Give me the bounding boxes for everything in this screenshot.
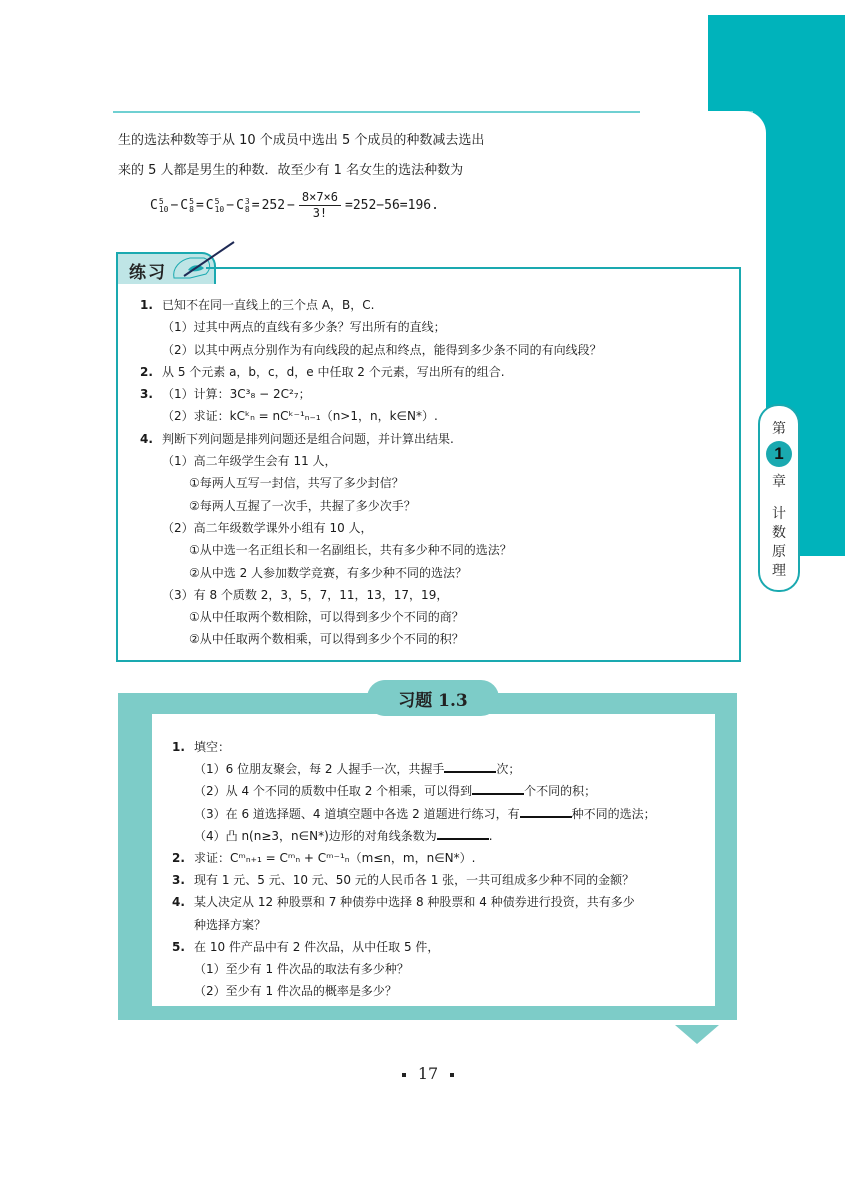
exercise-item-1-1: （1）过其中两点的直线有多少条？写出所有的直线； bbox=[162, 320, 446, 335]
homework-q1: 1. 填空： bbox=[172, 740, 231, 754]
answer-blank[interactable] bbox=[444, 759, 496, 773]
bullet-icon bbox=[402, 1073, 406, 1077]
answer-blank[interactable] bbox=[437, 826, 489, 840]
pen-hand-icon bbox=[170, 238, 240, 283]
exercise-item-2: 2. 从 5 个元素 a，b，c，d，e 中任取 2 个元素，写出所有的组合. bbox=[140, 364, 505, 379]
exercise-item-4-1-b: ②每两人互握了一次手，共握了多少次手？ bbox=[189, 498, 416, 513]
homework-q4: 4. 某人决定从 12 种股票和 7 种债券中选择 8 种股票和 4 种债券进行投资，共有多少 bbox=[172, 895, 635, 910]
exercise-item-1: 1. 已知不在同一直线上的三个点 A，B，C. bbox=[140, 298, 375, 312]
continue-arrow-icon bbox=[675, 1025, 719, 1044]
chapter-zhang: 章 bbox=[772, 474, 786, 490]
exercise-item-4-3: （3）有 8 个质数 2，3，5，7，11，13，17，19， bbox=[162, 587, 449, 602]
comb-term: C 5 8 bbox=[180, 196, 194, 214]
intro-paragraph bbox=[118, 126, 718, 186]
comb-term: C 3 8 bbox=[236, 196, 250, 214]
exercise-item-4-3-a: ①从中任取两个数相除，可以得到多少个不同的商？ bbox=[189, 610, 464, 625]
exercise-item-1-2: （2）以其中两点分别作为有向线段的起点和终点，能得到多少条不同的有向线段？ bbox=[162, 342, 602, 357]
fraction: $\frac{8\times 7\times 6}{3!}$ bbox=[299, 190, 341, 221]
chapter-title: 计 数 原 理 bbox=[772, 506, 786, 579]
exercise-item-4: 4. 判断下列问题是排列问题还是组合问题，并计算出结果. bbox=[140, 431, 454, 446]
homework-q1-3: （3）在 6 道选择题、4 道填空题中各选 2 道题进行练习，有 种不同的选法； bbox=[172, 803, 732, 825]
homework-q1-4: （4）凸 n(n≥3，n∈N*)边形的对角线条数为 . bbox=[172, 825, 732, 847]
page-number: 17 bbox=[0, 1064, 856, 1083]
homework-q5-1: （1）至少有 1 件次品的取法有多少种？ bbox=[194, 962, 409, 977]
homework-list bbox=[172, 736, 732, 1002]
exercise-list bbox=[140, 294, 730, 651]
homework-q5: 5. 在 10 件产品中有 2 件次品，从中任取 5 件， bbox=[172, 939, 440, 954]
answer-blank[interactable] bbox=[520, 804, 572, 818]
exercise-item-4-2-a: ①从中选一名正组长和一名副组长，共有多少种不同的选法？ bbox=[189, 543, 512, 558]
bullet-icon bbox=[450, 1073, 454, 1077]
homework-q3: 3. 现有 1 元、5 元、10 元、50 元的人民币各 1 张，一共可组成多少种不同的金额？ bbox=[172, 873, 635, 888]
combination-formula: C 5 10 − C 5 8 = C 5 10 − C 3 8 = 252 − $\frac{8\times 7\times 6}{3!}$ =252−56=196. bbox=[150, 190, 439, 220]
exercise-item-3: 3. （1）计算：3C³₈ − 2C²₇； bbox=[140, 387, 311, 402]
chapter-di: 第 bbox=[772, 421, 786, 437]
exercise-item-3-2: （2）求证：kCᵏₙ = nCᵏ⁻¹ₙ₋₁（n>1，n，k∈N*）. bbox=[162, 409, 438, 424]
homework-q2: 2. 求证：Cᵐₙ₊₁ = Cᵐₙ + Cᵐ⁻¹ₙ（m≤n，m，n∈N*）. bbox=[172, 851, 476, 866]
comb-term: C 5 10 bbox=[205, 196, 225, 214]
exercise-label: 练习 bbox=[129, 263, 167, 283]
comb-term: C 5 10 bbox=[150, 196, 169, 214]
chapter-side-tab[interactable] bbox=[758, 404, 800, 592]
exercise-item-4-1-a: ①每两人互写一封信，共写了多少封信？ bbox=[189, 476, 404, 491]
homework-title: 习题 1.3 bbox=[367, 680, 499, 716]
exercise-item-4-3-b: ②从中任取两个数相乘，可以得到多少个不同的积？ bbox=[189, 632, 464, 647]
answer-blank[interactable] bbox=[472, 781, 524, 795]
exercise-item-4-2: （2）高二年级数学课外小组有 10 人， bbox=[162, 520, 373, 535]
exercise-item-4-2-b: ②从中选 2 人参加数学竞赛，有多少种不同的选法？ bbox=[189, 565, 468, 580]
chapter-number-badge: 1 bbox=[766, 441, 792, 467]
homework-q4-cont: 种选择方案？ bbox=[194, 917, 267, 932]
homework-q1-1: （1）6 位朋友聚会，每 2 人握手一次，共握手 次； bbox=[172, 758, 732, 780]
intro-line-1: 生的选法种数等于从 10 个成员中选出 5 个成员的种数减去选出 bbox=[118, 133, 485, 148]
homework-q1-2: （2）从 4 个不同的质数中任取 2 个相乘，可以得到 个不同的积； bbox=[172, 780, 732, 802]
intro-line-2: 来的 5 人都是男生的种数．故至少有 1 名女生的选法种数为 bbox=[118, 163, 464, 178]
exercise-item-4-1: （1）高二年级学生会有 11 人， bbox=[162, 454, 337, 469]
homework-q5-2: （2）至少有 1 件次品的概率是多少？ bbox=[194, 984, 397, 999]
